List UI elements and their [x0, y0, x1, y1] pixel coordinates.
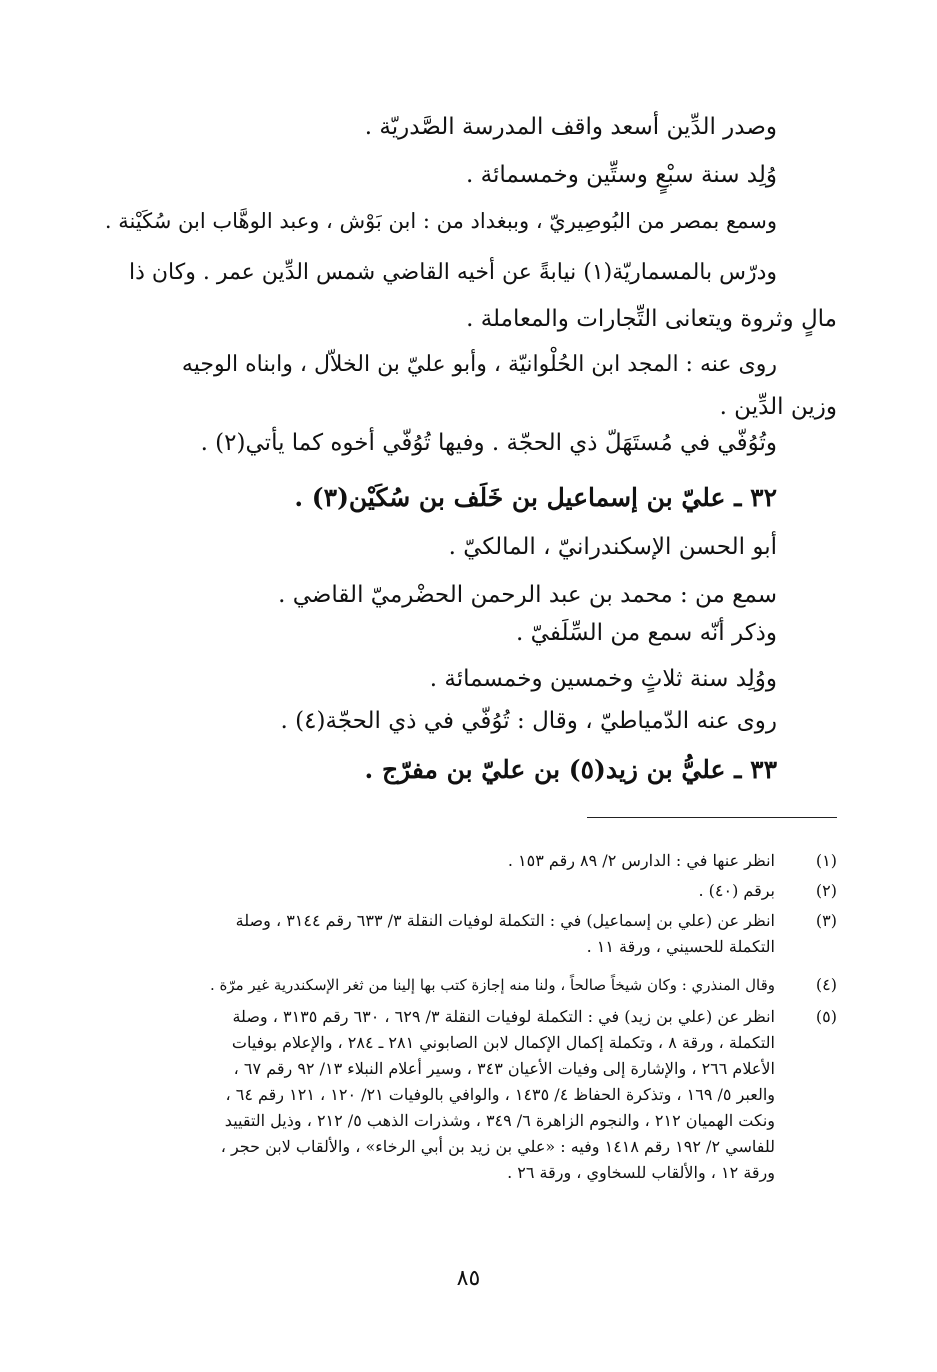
footnote-number: (١): [815, 851, 837, 870]
footnote-number: (٤): [815, 975, 837, 994]
entry-heading-32: ٣٢ ـ عليّ بن إسماعيل بن خَلَف بن سُكَيْن(٣) .: [294, 483, 777, 512]
footnote-line: انظر عنها في : الدارس ٢/ ٨٩ رقم ١٥٣ .: [507, 851, 775, 870]
footnote-1: [96, 848, 837, 874]
footnote-text: [96, 878, 775, 904]
footnote-line: وقال المنذري : وكان شيخاً صالحاً ، ولنا منه إجازة كتب بها إلينا من ثغر الإسكندرية غير مرّة .: [209, 976, 775, 994]
body-line: ودرّس بالمسماريّة(١) نيابةً عن أخيه القاضي شمس الدِّين عمر . وكان ذا: [128, 260, 777, 285]
entry32-line: ووُلِد سنة ثلاثٍ وخمسين وخمسمائة .: [429, 666, 777, 692]
entry32-line: وذكر أنّه سمع من السِّلَفيّ .: [516, 620, 777, 646]
footnote-number: (٣): [815, 911, 837, 930]
footnote-line: برقم (٤٠) .: [698, 881, 775, 900]
footnote-text: [96, 848, 775, 874]
entry32-line: أبو الحسن الإسكندرانيّ ، المالكيّ .: [448, 534, 777, 560]
footnote-3: [96, 908, 837, 960]
body-line: وسمع بمصر من البُوصِيريّ ، وببغداد من : ابن بَوْش ، وعبد الوهَّاب ابن سُكَيْنة .: [104, 209, 777, 233]
entry32-line: سمع من : محمد بن عبد الرحمن الحضْرميّ القاضي .: [278, 582, 777, 608]
footnote-line: الأعلام ٢٦٦ ، والإشارة إلى وفيات الأعيان ٣٤٣ ، وسير أعلام النبلاء ١٣/ ٩٢ رقم ٦٧ ،: [233, 1059, 775, 1078]
footnote-line: التكملة للحسيني ، ورقة ١١ .: [586, 937, 775, 956]
entry-heading-33: ٣٣ ـ عليُّ بن زيد(٥) بن عليّ بن مفرّج .: [364, 755, 777, 784]
footnote-number: (٢): [815, 881, 837, 900]
footnote-line: ورقة ١٢ ، والألقاب للسخاوي ، ورقة ٢٦ .: [507, 1163, 775, 1182]
footnote-4: [96, 972, 837, 998]
footnote-text: [96, 908, 775, 960]
footnote-number: (٥): [815, 1007, 837, 1026]
footnote-line: والعبر ٥/ ١٦٩ ، وتذكرة الحفاظ ٤/ ١٤٣٥ ، والوافي بالوفيات ٢١/ ١٢٠ ، ١٢١ رقم ٦٤ ،: [225, 1085, 775, 1104]
footnote-line: التكملة ، ورقة ٨ ، وتكملة إكمال الإكمال لابن الصابوني ٢٨١ ـ ٢٨٤ ، والإعلام بوفيات: [231, 1033, 775, 1052]
footnote-2: [96, 878, 837, 904]
footnote-line: للفاسي ٢/ ١٩٢ رقم ١٤١٨ وفيه : «علي بن زيد بن أبي الرخاء» ، والألقاب لابن حجر ،: [220, 1137, 775, 1156]
footnote-divider: [587, 817, 837, 818]
footnote-line: انظر عن (علي بن إسماعيل) في : التكملة لوفيات النقلة ٣/ ٦٣٣ رقم ٣١٤٤ ، وصلة: [235, 911, 775, 930]
body-line: وُلِد سنة سبْعٍ وستِّين وخمسمائة .: [466, 162, 777, 188]
page-number: ٨٥: [456, 1266, 481, 1291]
footnote-text: [96, 972, 775, 998]
body-line: وتُوُفّي في مُستَهَلّ ذي الحجّة . وفيها تُوُفّي أخوه كما يأتي(٢) .: [200, 430, 777, 456]
body-line: وزين الدِّين .: [719, 394, 837, 420]
body-line: روى عنه : المجد ابن الحُلْوانيّة ، وأبو عليّ بن الخلاّل ، وابناه الوجيه: [181, 352, 777, 377]
footnote-line: ونكت الهميان ٢١٢ ، والنجوم الزاهرة ٦/ ٣٤٩ ، وشذرات الذهب ٥/ ٢١٢ ، وذيل التقييد: [224, 1111, 775, 1130]
body-line: وصدر الدِّين أسعد واقف المدرسة الصَّدريّة .: [364, 114, 777, 140]
body-line: مالٍ وثروة ويتعانى التِّجارات والمعاملة .: [466, 306, 837, 332]
footnote-5: [96, 1004, 837, 1186]
footnote-line: انظر عن (علي بن زيد) في : التكملة لوفيات النقلة ٣/ ٦٢٩ ، ٦٣٠ رقم ٣١٣٥ ، وصلة: [232, 1007, 775, 1026]
footnote-text: [96, 1004, 775, 1186]
entry32-line: روى عنه الدّمياطيّ ، وقال : تُوُفّي في ذي الحجّة(٤) .: [280, 708, 777, 734]
